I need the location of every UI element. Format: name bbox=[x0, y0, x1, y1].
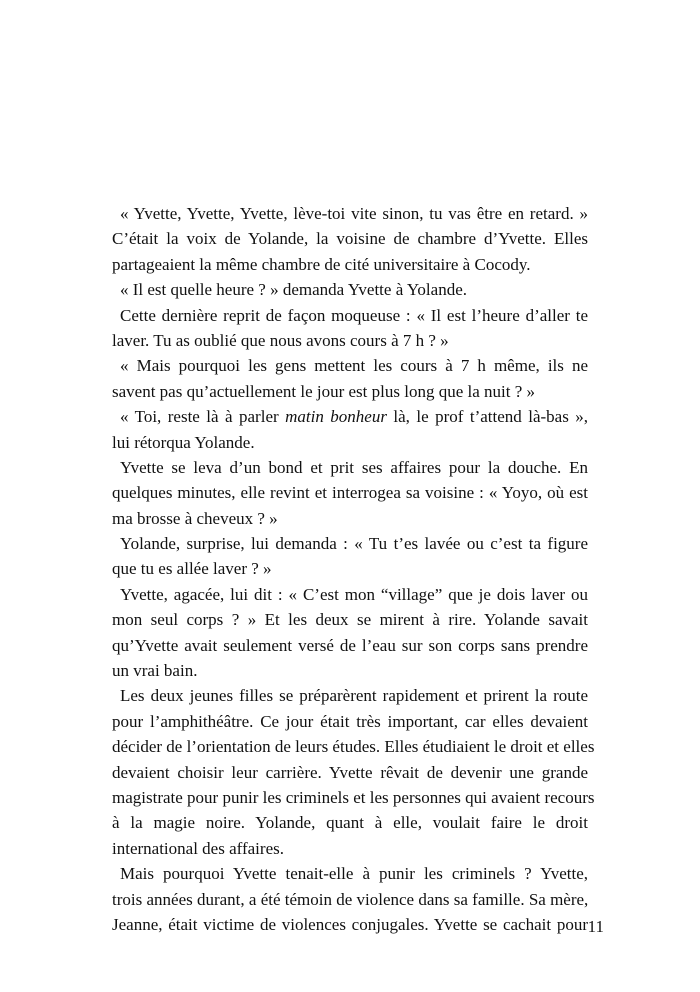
text-line: Yvette se leva d’un bond et prit ses affaires pour la douche. En bbox=[120, 457, 588, 477]
text-line: magistrate pour punir les criminels et les personnes qui avaient recours bbox=[112, 787, 595, 807]
text-line: « Il est quelle heure ? » demanda Yvette à Yolande. bbox=[120, 280, 467, 300]
text-line: lui rétorqua Yolande. bbox=[112, 432, 255, 452]
text-line: Mais pourquoi Yvette tenait-elle à punir les criminels ? Yvette, bbox=[120, 864, 588, 884]
text-line: trois années durant, a été témoin de violence dans sa famille. Sa mère, bbox=[112, 889, 589, 909]
text-line: « Yvette, Yvette, Yvette, lève-toi vite sinon, tu vas être en retard. » bbox=[120, 204, 588, 223]
text-line: quelques minutes, elle revint et interrogea sa voisine : « Yoyo, où est bbox=[112, 483, 588, 503]
text-line: décider de l’orientation de leurs études. Elles étudiaient le droit et elles bbox=[112, 737, 595, 757]
text-line: Yolande, surprise, lui demanda : « Tu t’es lavée ou c’est ta figure bbox=[120, 534, 588, 554]
italic-phrase: matin bonheur bbox=[285, 407, 387, 427]
text-line: devaient choisir leur carrière. Yvette rêvait de devenir une grande bbox=[112, 762, 588, 782]
text-line: « Mais pourquoi les gens mettent les cours à 7 h même, ils ne bbox=[120, 356, 588, 376]
text-line: Yvette, agacée, lui dit : « C’est mon “village” que je dois laver ou bbox=[120, 584, 588, 604]
text-line: C’était la voix de Yolande, la voisine de chambre d’Yvette. Elles bbox=[112, 229, 588, 249]
text-line: Cette dernière reprit de façon moqueuse : « Il est l’heure d’aller te bbox=[120, 305, 588, 325]
text-line: savent pas qu’actuellement le jour est plus long que la nuit ? » bbox=[112, 381, 535, 401]
text-line: à la magie noire. Yolande, quant à elle, voulait faire le droit bbox=[112, 813, 588, 833]
text-line: un vrai bain. bbox=[112, 661, 198, 681]
text-line: international des affaires. bbox=[112, 838, 284, 858]
text-line: ma brosse à cheveux ? » bbox=[112, 508, 278, 528]
text-line: Les deux jeunes filles se préparèrent rapidement et prirent la route bbox=[120, 686, 588, 706]
text-fragment: « Toi, reste là à parler bbox=[120, 407, 286, 427]
body-text bbox=[112, 201, 595, 937]
page-number: 11 bbox=[587, 917, 604, 936]
text-line: mon seul corps ? » Et les deux se mirent à rire. Yolande savait bbox=[112, 610, 588, 630]
text-line: partageaient la même chambre de cité universitaire à Cocody. bbox=[112, 254, 531, 274]
text-line bbox=[112, 404, 588, 429]
text-fragment: là, le prof t’attend là-bas », bbox=[386, 407, 589, 427]
text-line: laver. Tu as oublié que nous avons cours à 7 h ? » bbox=[112, 330, 449, 350]
text-line: Jeanne, était victime de violences conjugales. Yvette se cachait pour bbox=[112, 914, 588, 934]
text-line: pour l’amphithéâtre. Ce jour était très important, car elles devaient bbox=[112, 711, 588, 731]
text-line: que tu es allée laver ? » bbox=[112, 559, 272, 579]
text-line: qu’Yvette avait seulement versé de l’eau sur son corps sans prendre bbox=[112, 635, 588, 655]
